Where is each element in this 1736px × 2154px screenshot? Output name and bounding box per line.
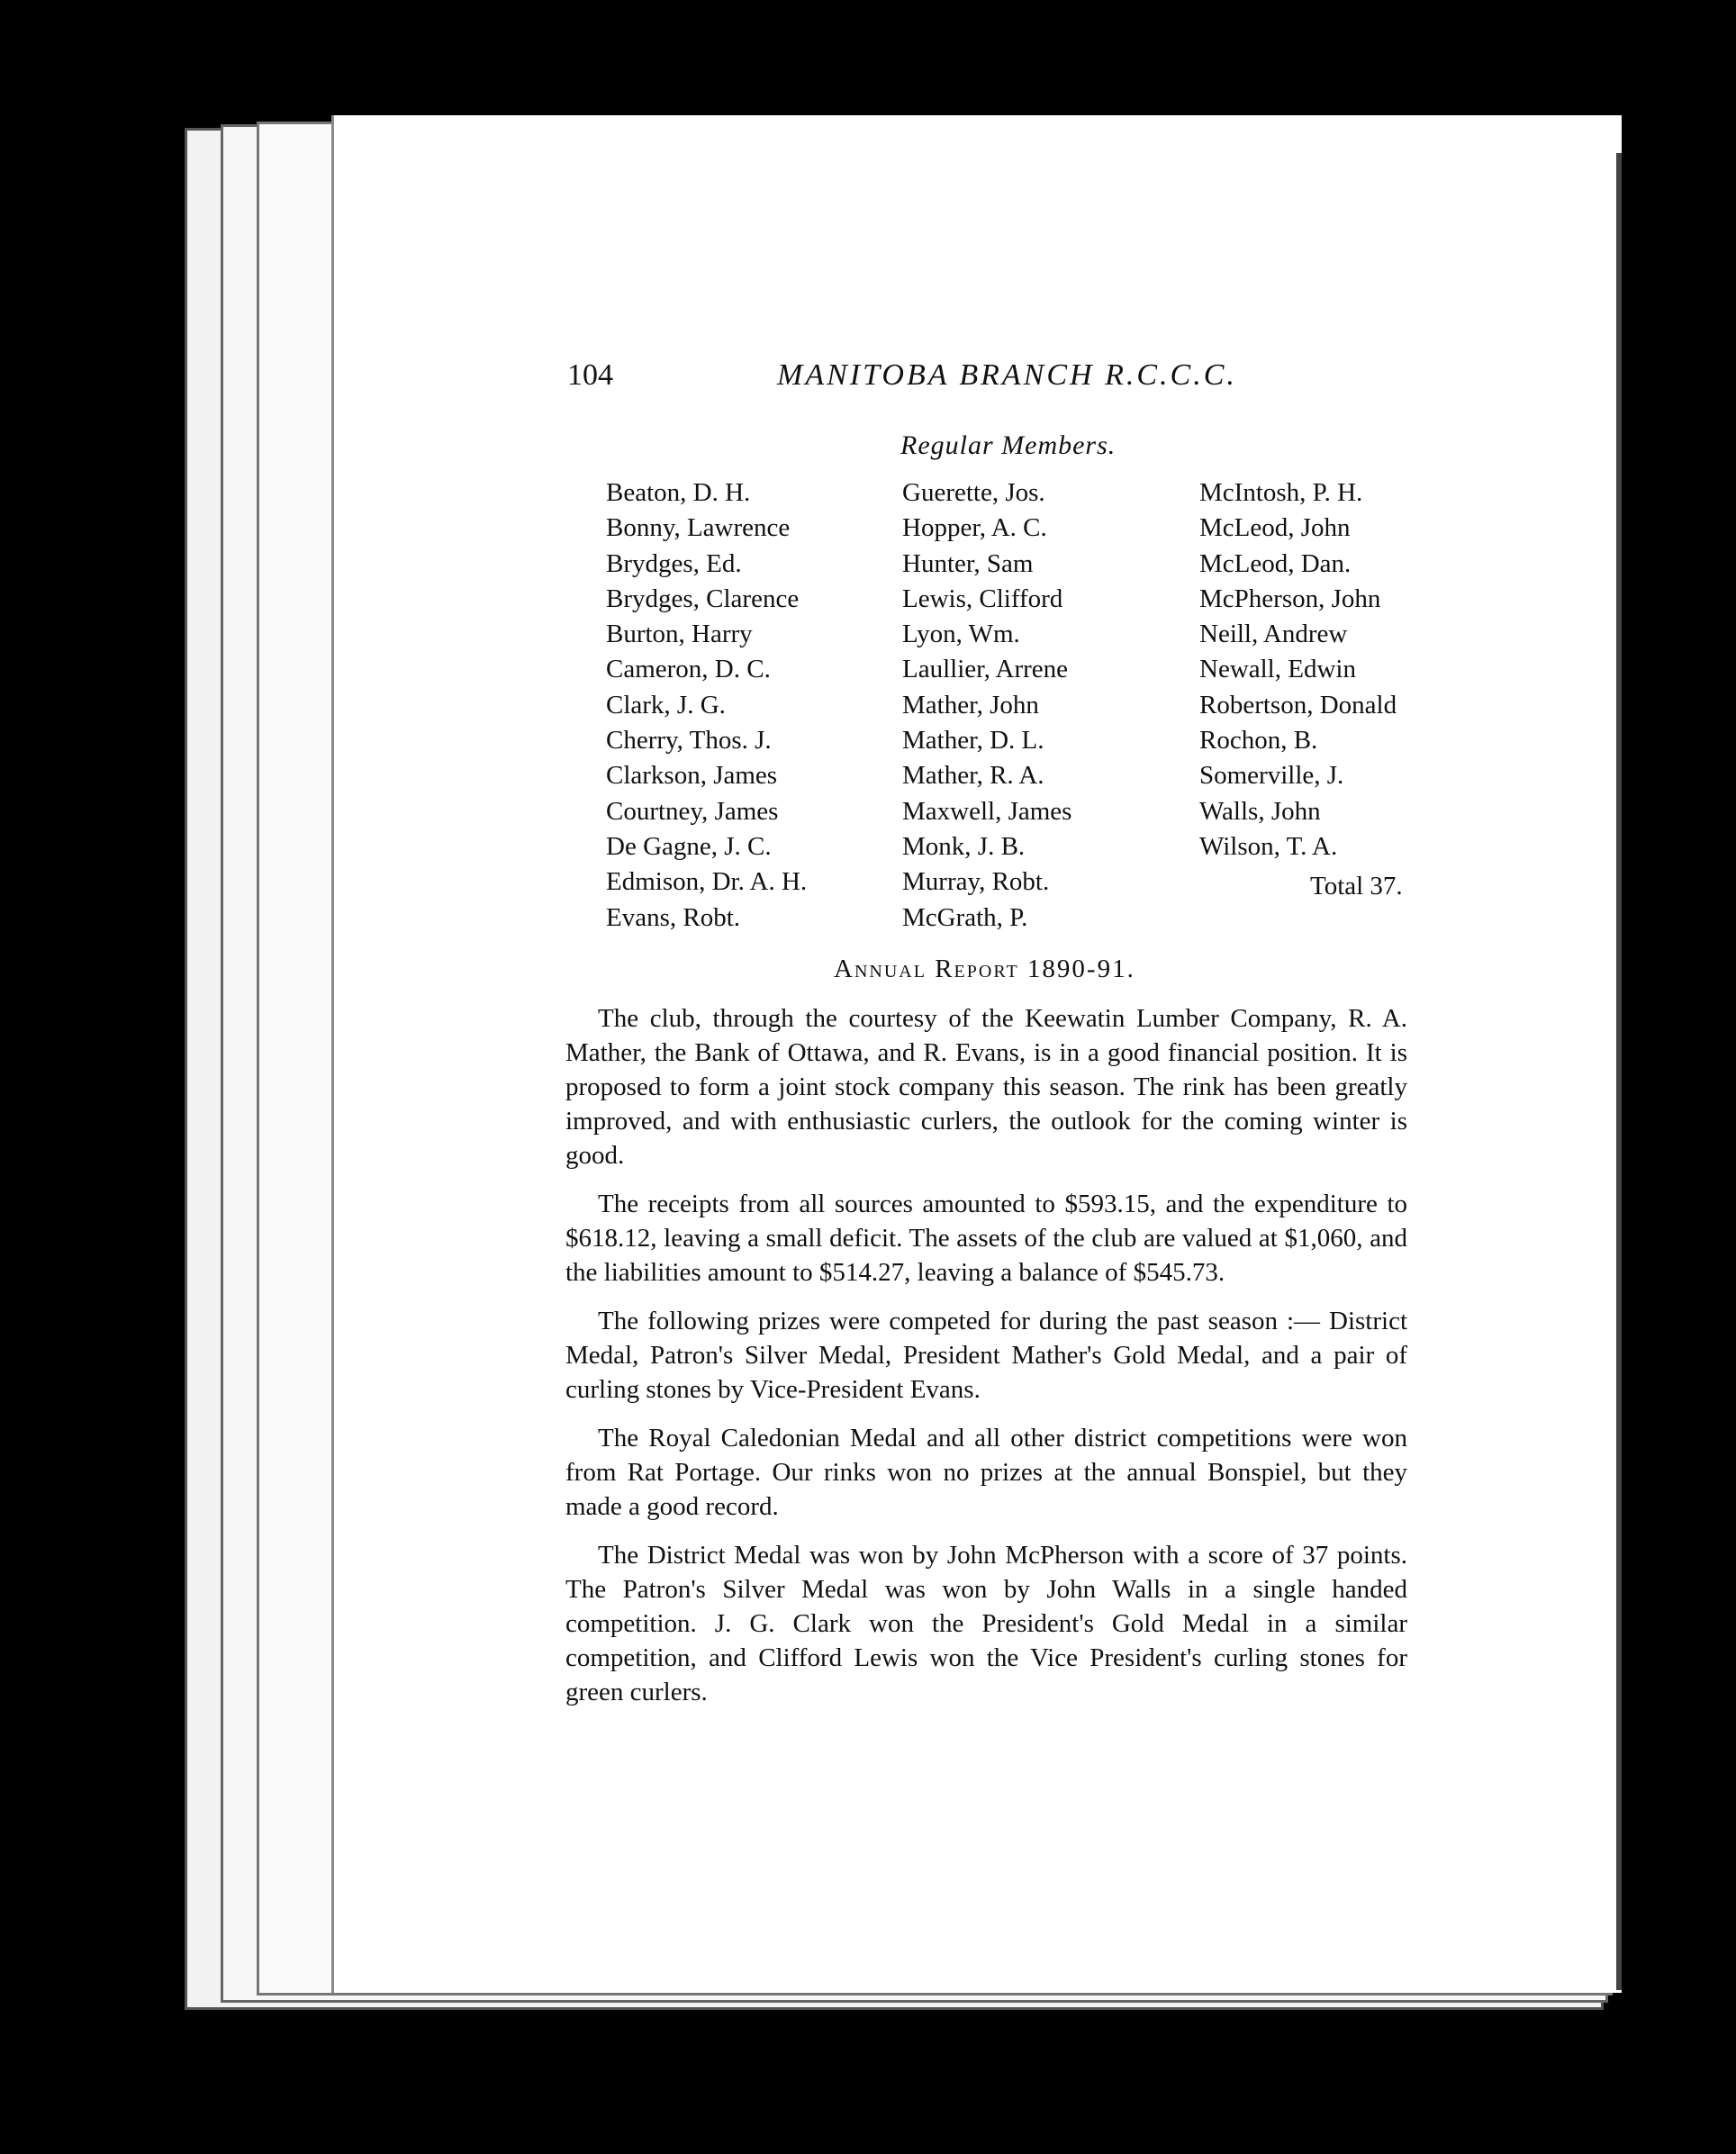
member-name: Newall, Edwin — [1199, 655, 1356, 684]
member-name: Burton, Harry — [606, 620, 753, 649]
member-name: Monk, J. B. — [902, 831, 1026, 861]
member-name: Lewis, Clifford — [902, 584, 1063, 613]
report-title-word: Report — [935, 955, 1019, 983]
member-name: Hunter, Sam — [902, 548, 1034, 578]
member-name: Mather, John — [902, 690, 1039, 720]
member-name: McGrath, P. — [902, 902, 1028, 932]
member-name: McIntosh, P. H. — [1199, 478, 1363, 507]
member-name: Somerville, J. — [1199, 761, 1344, 791]
member-name: Lyon, Wm. — [902, 620, 1020, 649]
report-years: 1890-91. — [1026, 955, 1135, 983]
report-paragraph: The Royal Caledonian Medal and all other district competitions were won from Rat Portage. Our rinks won no prizes at the annual Bonspiel, but they made a good record. — [565, 1424, 1407, 1521]
report-paragraph: The receipts from all sources amounted to $593.15, and the expenditure to $618.12, leaving a small deficit. The assets of the club are valued at $1,060, and the liabilities amount to $514.27, leaving a balance of $545.73. — [565, 1190, 1407, 1287]
member-name: Wilson, T. A. — [1199, 831, 1338, 861]
member-name: Guerette, Jos. — [902, 478, 1045, 507]
page-number: 104 — [567, 358, 613, 392]
members-subheading: Regular Members. — [900, 430, 1117, 460]
member-name: Clarkson, James — [606, 761, 778, 791]
member-name: McLeod, John — [1199, 513, 1351, 543]
member-name: De Gagne, J. C. — [606, 831, 772, 861]
member-name: Walls, John — [1199, 796, 1321, 826]
member-name: Cameron, D. C. — [606, 655, 771, 684]
member-name: Brydges, Ed. — [606, 548, 742, 578]
member-name: Clark, J. G. — [606, 690, 726, 720]
member-name: Bonny, Lawrence — [606, 513, 791, 543]
member-name: Mather, D. L. — [902, 726, 1044, 756]
member-name: Robertson, Donald — [1199, 690, 1397, 720]
page-edge — [1616, 153, 1622, 1990]
report-paragraph: The club, through the courtesy of the Keewatin Lumber Company, R. A. Mather, the Bank of Ottawa, and R. Evans, is in a good financial position. It is proposed to form a joint stock company this season. The rink has been greatly improved, and with enthusiastic curlers, the outlook for the coming winter is good. — [565, 1004, 1407, 1170]
report-paragraph: The following prizes were competed for during the past season :— District Medal, Patron's Silver Medal, President Mather's Gold Medal, and a pair of curling stones by Vice-President Evans. — [565, 1307, 1407, 1404]
members-column-2 — [902, 475, 1071, 936]
member-name: Murray, Robt. — [902, 867, 1050, 897]
member-name: Cherry, Thos. J. — [606, 726, 772, 756]
member-name: Rochon, B. — [1199, 726, 1318, 756]
member-name: Maxwell, James — [902, 796, 1072, 826]
member-name: Brydges, Clarence — [606, 584, 800, 613]
report-paragraph: The District Medal was won by John McPherson with a score of 37 points. The Patron's Silver Medal was won by John Walls in a single handed competition. J. G. Clark won the President's Gold Medal in a similar competition, and Clifford Lewis won the Vice President's curling stones for green curlers. — [565, 1541, 1407, 1706]
members-column-3 — [1199, 475, 1397, 864]
report-body — [565, 1001, 1407, 1724]
member-name: McPherson, John — [1199, 584, 1381, 613]
report-title — [834, 955, 1135, 984]
member-name: Courtney, James — [606, 796, 779, 826]
member-name: Neill, Andrew — [1199, 620, 1348, 649]
member-name: Evans, Robt. — [606, 902, 741, 932]
running-title: MANITOBA BRANCH R.C.C.C. — [777, 358, 1237, 392]
member-name: Beaton, D. H. — [606, 478, 751, 507]
member-name: Mather, R. A. — [902, 761, 1044, 791]
member-name: Hopper, A. C. — [902, 513, 1047, 543]
members-column-1 — [606, 475, 807, 936]
members-total: Total 37. — [1310, 872, 1403, 901]
report-title-word: Annual — [834, 955, 927, 983]
member-name: McLeod, Dan. — [1199, 548, 1352, 578]
member-name: Edmison, Dr. A. H. — [606, 867, 808, 897]
member-name: Laullier, Arrene — [902, 655, 1069, 684]
